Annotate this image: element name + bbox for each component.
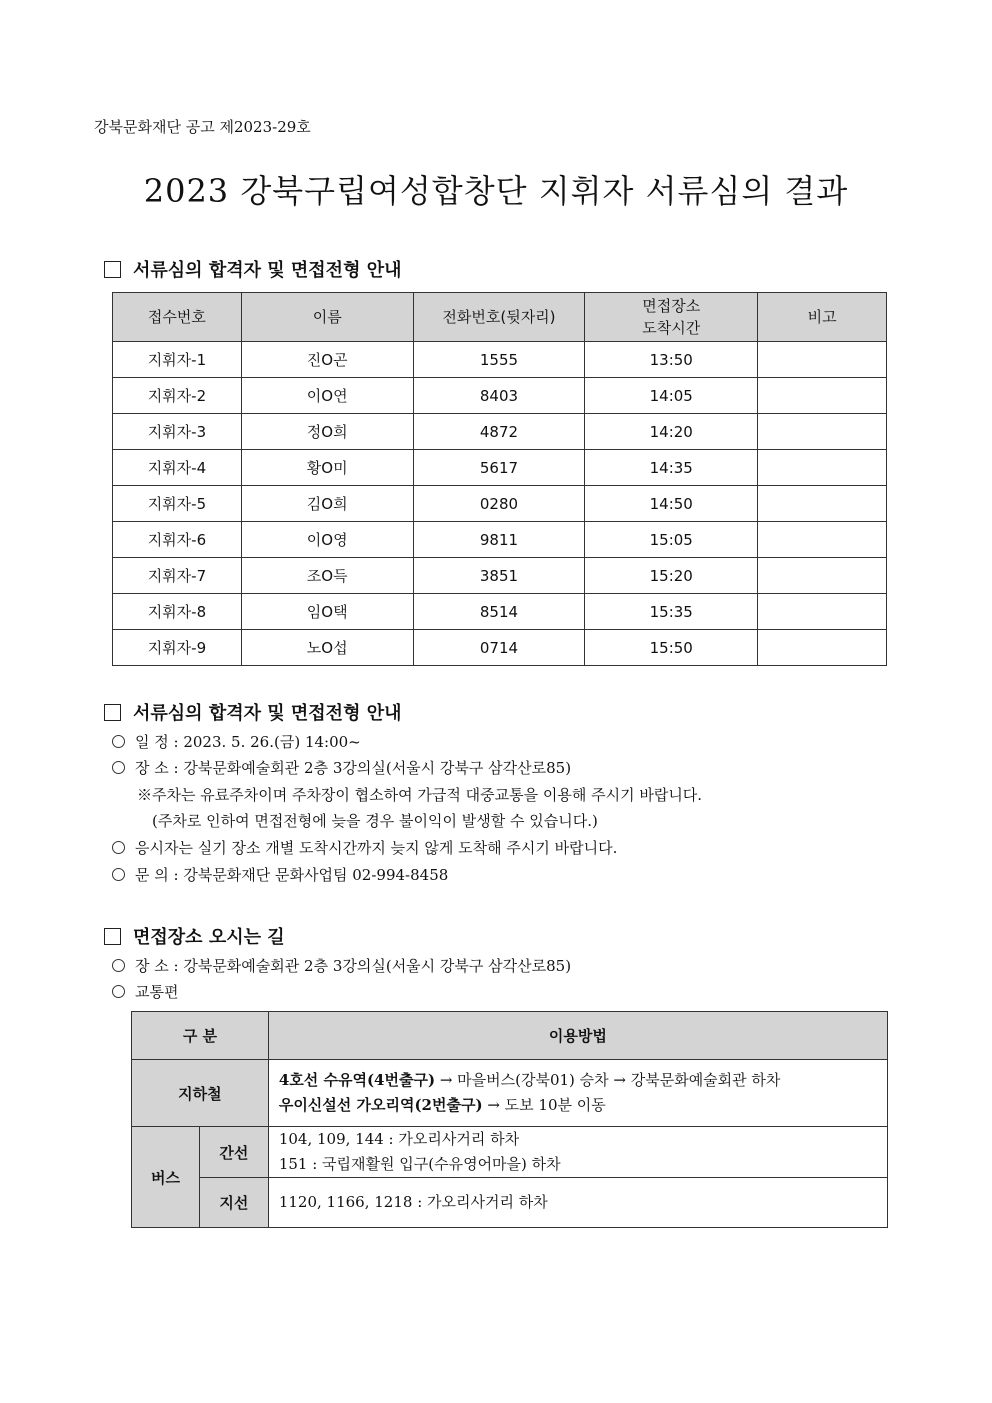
header-name: 이름 bbox=[241, 293, 413, 342]
cell-name: 정O희 bbox=[241, 414, 413, 450]
trunk-line-2: 151 : 국립재활원 입구(수유영어마을) 하차 bbox=[278, 1155, 561, 1173]
cell-name: 진O곤 bbox=[241, 342, 413, 378]
schedule-line: 일 정 : 2023. 5. 26.(금) 14:00~ bbox=[112, 731, 361, 752]
cell-receipt-no: 지휘자-5 bbox=[113, 486, 242, 522]
cell-phone: 1555 bbox=[413, 342, 585, 378]
subway-row bbox=[132, 1060, 888, 1127]
cell-name: 김O희 bbox=[241, 486, 413, 522]
circle-bullet-icon bbox=[112, 735, 125, 748]
cell-time: 13:50 bbox=[585, 342, 758, 378]
transport-table bbox=[131, 1011, 888, 1228]
trunk-label: 간선 bbox=[199, 1127, 268, 1178]
cell-name: 임O택 bbox=[241, 594, 413, 630]
section3-heading-text: 면접장소 오시는 길 bbox=[133, 927, 285, 948]
cell-time: 15:05 bbox=[585, 522, 758, 558]
section2-heading-text: 서류심의 합격자 및 면접전형 안내 bbox=[133, 703, 402, 724]
header-arrival-text: 도착시간 bbox=[642, 319, 701, 337]
checkbox-square-icon bbox=[104, 704, 121, 721]
cell-name: 이O영 bbox=[241, 522, 413, 558]
table-row bbox=[113, 342, 887, 378]
cell-phone: 8403 bbox=[413, 378, 585, 414]
cell-phone: 0714 bbox=[413, 630, 585, 666]
section1-heading bbox=[104, 256, 402, 282]
applicant-table bbox=[112, 292, 887, 666]
circle-bullet-icon bbox=[112, 841, 125, 854]
trunk-directions bbox=[268, 1127, 887, 1178]
header-remarks: 비고 bbox=[758, 293, 887, 342]
notice-number: 강북문화재단 공고 제2023-29호 bbox=[94, 118, 311, 136]
table-row bbox=[113, 378, 887, 414]
cell-name: 노O섭 bbox=[241, 630, 413, 666]
cell-name: 조O득 bbox=[241, 558, 413, 594]
circle-bullet-icon bbox=[112, 959, 125, 972]
cell-phone: 9811 bbox=[413, 522, 585, 558]
cell-remarks bbox=[758, 414, 887, 450]
cell-remarks bbox=[758, 630, 887, 666]
location-line: 장 소 : 강북문화예술회관 2층 3강의실(서울시 강북구 삼각산로85) bbox=[112, 757, 571, 778]
circle-bullet-icon bbox=[112, 985, 125, 998]
transport-line: 교통편 bbox=[112, 981, 178, 1002]
cell-receipt-no: 지휘자-6 bbox=[113, 522, 242, 558]
cell-phone: 8514 bbox=[413, 594, 585, 630]
table-row bbox=[113, 486, 887, 522]
cell-time: 15:35 bbox=[585, 594, 758, 630]
cell-remarks bbox=[758, 486, 887, 522]
parking-note: ※주차는 유료주차이며 주차장이 협소하여 가급적 대중교통을 이용해 주시기 바랍니다. bbox=[137, 786, 703, 804]
cell-name: 이O연 bbox=[241, 378, 413, 414]
cell-remarks bbox=[758, 558, 887, 594]
checkbox-square-icon bbox=[104, 261, 121, 278]
trunk-line-1: 104, 109, 144 : 가오리사거리 하차 bbox=[278, 1130, 520, 1148]
cell-time: 15:20 bbox=[585, 558, 758, 594]
arrival-notice-line: 응시자는 실기 장소 개별 도착시간까지 늦지 않게 도착해 주시기 바랍니다. bbox=[112, 837, 617, 858]
branch-label: 지선 bbox=[199, 1178, 268, 1228]
header-receipt-no: 접수번호 bbox=[113, 293, 242, 342]
table-row bbox=[113, 558, 887, 594]
header-location-text: 면접장소 bbox=[642, 297, 701, 315]
circle-bullet-icon bbox=[112, 868, 125, 881]
cell-receipt-no: 지휘자-4 bbox=[113, 450, 242, 486]
cell-phone: 5617 bbox=[413, 450, 585, 486]
table-row bbox=[113, 630, 887, 666]
subway-line-1: 4호선 수유역(4번출구) → 마을버스(강북01) 승차 → 강북문화예술회관 하차 bbox=[278, 1071, 781, 1089]
section2-heading bbox=[104, 699, 402, 725]
cell-remarks bbox=[758, 378, 887, 414]
table-row bbox=[113, 450, 887, 486]
cell-remarks bbox=[758, 342, 887, 378]
cell-phone: 4872 bbox=[413, 414, 585, 450]
branch-directions: 1120, 1166, 1218 : 가오리사거리 하차 bbox=[268, 1178, 887, 1228]
cell-time: 14:05 bbox=[585, 378, 758, 414]
header-category: 구 분 bbox=[132, 1012, 269, 1060]
cell-receipt-no: 지휘자-2 bbox=[113, 378, 242, 414]
venue-line: 장 소 : 강북문화예술회관 2층 3강의실(서울시 강북구 삼각산로85) bbox=[112, 955, 571, 976]
cell-phone: 3851 bbox=[413, 558, 585, 594]
cell-time: 14:20 bbox=[585, 414, 758, 450]
section1-heading-text: 서류심의 합격자 및 면접전형 안내 bbox=[133, 260, 402, 281]
parking-note-sub: (주차로 인하여 면접전형에 늦을 경우 불이익이 발생할 수 있습니다.) bbox=[152, 812, 598, 830]
table-row bbox=[113, 522, 887, 558]
subway-directions bbox=[268, 1060, 887, 1127]
cell-time: 14:35 bbox=[585, 450, 758, 486]
header-method: 이용방법 bbox=[268, 1012, 887, 1060]
cell-receipt-no: 지휘자-9 bbox=[113, 630, 242, 666]
section3-heading bbox=[104, 923, 285, 949]
cell-time: 14:50 bbox=[585, 486, 758, 522]
table-row bbox=[113, 414, 887, 450]
header-phone: 전화번호(뒷자리) bbox=[413, 293, 585, 342]
bus-label: 버스 bbox=[132, 1127, 200, 1228]
transport-header-row bbox=[132, 1012, 888, 1060]
cell-receipt-no: 지휘자-3 bbox=[113, 414, 242, 450]
trunk-bus-row bbox=[132, 1127, 888, 1178]
header-arrival-time bbox=[585, 293, 758, 342]
contact-line: 문 의 : 강북문화재단 문화사업팀 02-994-8458 bbox=[112, 864, 448, 885]
cell-receipt-no: 지휘자-8 bbox=[113, 594, 242, 630]
cell-phone: 0280 bbox=[413, 486, 585, 522]
cell-remarks bbox=[758, 450, 887, 486]
branch-bus-row bbox=[132, 1178, 888, 1228]
cell-remarks bbox=[758, 594, 887, 630]
cell-remarks bbox=[758, 522, 887, 558]
cell-receipt-no: 지휘자-1 bbox=[113, 342, 242, 378]
table-row bbox=[113, 594, 887, 630]
subway-label: 지하철 bbox=[132, 1060, 269, 1127]
cell-name: 황O미 bbox=[241, 450, 413, 486]
subway-line-2: 우이신설선 가오리역(2번출구) → 도보 10분 이동 bbox=[278, 1096, 606, 1114]
cell-receipt-no: 지휘자-7 bbox=[113, 558, 242, 594]
cell-time: 15:50 bbox=[585, 630, 758, 666]
table-header-row bbox=[113, 293, 887, 342]
circle-bullet-icon bbox=[112, 761, 125, 774]
page-title: 2023 강북구립여성합창단 지휘자 서류심의 결과 bbox=[143, 172, 849, 210]
checkbox-square-icon bbox=[104, 928, 121, 945]
